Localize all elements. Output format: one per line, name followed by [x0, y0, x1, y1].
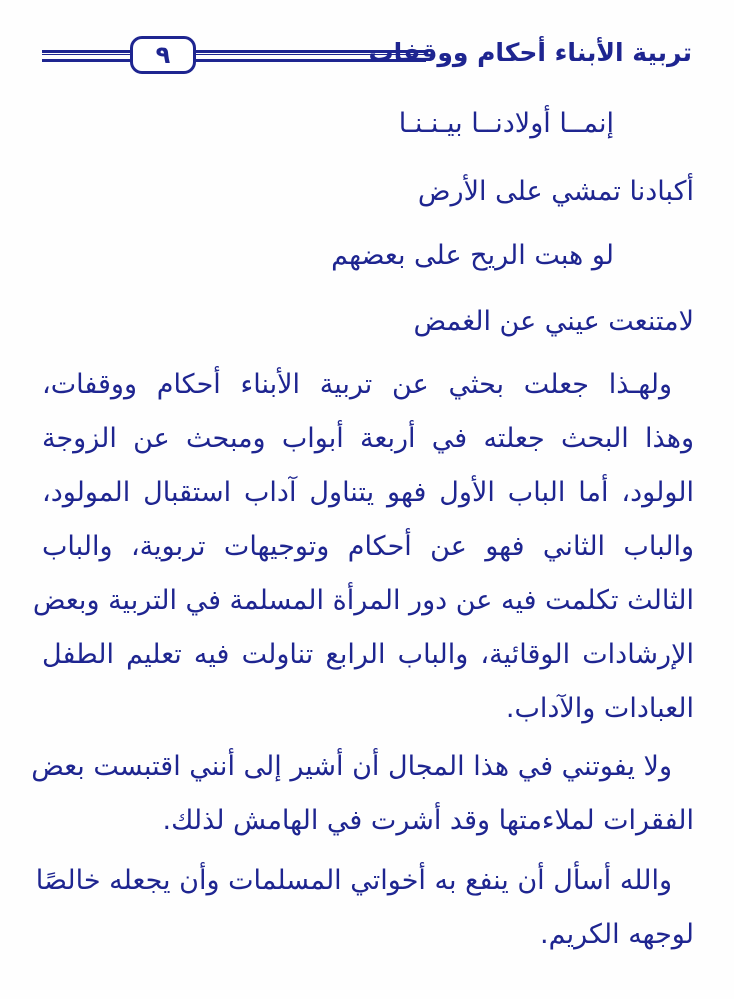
- paragraph-3-line-1: والله أسأل أن ينفع به أخواتي المسلمات وأن يجعله خالصًا: [35, 865, 672, 896]
- paragraph-3-line-2: لوجهه الكريم.: [540, 919, 694, 950]
- paragraph-2: [31, 740, 694, 848]
- paragraph-1: [32, 358, 694, 736]
- poem-line-1: إنمــا أولادنــا بيـنـنـا: [398, 108, 614, 139]
- poem-line-2: أكبادنا تمشي على الأرض: [417, 176, 694, 207]
- paragraph-1-line-7: العبادات والآداب.: [505, 693, 694, 724]
- header-rule-left: [42, 50, 130, 62]
- poem-line-3: لو هبت الريح على بعضهم: [331, 240, 614, 271]
- paragraph-1-line-4: والباب الثاني فهو عن أحكام وتوجيهات تربوية، والباب: [42, 531, 694, 562]
- paragraph-1-line-1: ولهـذا جعلت بحثي عن تربية الأبناء أحكام ووقفات،: [42, 369, 672, 400]
- paragraph-2-line-2: الفقرات لملاءمتها وقد أشرت في الهامش لذلك.: [162, 805, 694, 836]
- paragraph-2-line-1: ولا يفوتني في هذا المجال أن أشير إلى أنني اقتبست بعض: [31, 751, 672, 782]
- paragraph-1-line-6: الإرشادات الوقائية، والباب الرابع تناولت فيه تعليم الطفل: [42, 639, 694, 670]
- paragraph-3: [35, 854, 694, 962]
- paragraph-1-line-2: وهذا البحث جعلته في أربعة أبواب ومبحث عن الزوجة: [42, 423, 694, 454]
- paragraph-1-line-3: الولود، أما الباب الأول فهو يتناول آداب استقبال المولود،: [42, 477, 694, 508]
- page-header: [36, 34, 698, 78]
- poem-line-4: لامتنعت عيني عن الغمض: [413, 306, 694, 337]
- paragraph-1-line-5: الثالث تكلمت فيه عن دور المرأة المسلمة في التربية وبعض: [32, 585, 694, 616]
- page-number: ٩: [130, 36, 196, 74]
- running-title: تربية الأبناء أحكام ووقفات: [368, 38, 692, 67]
